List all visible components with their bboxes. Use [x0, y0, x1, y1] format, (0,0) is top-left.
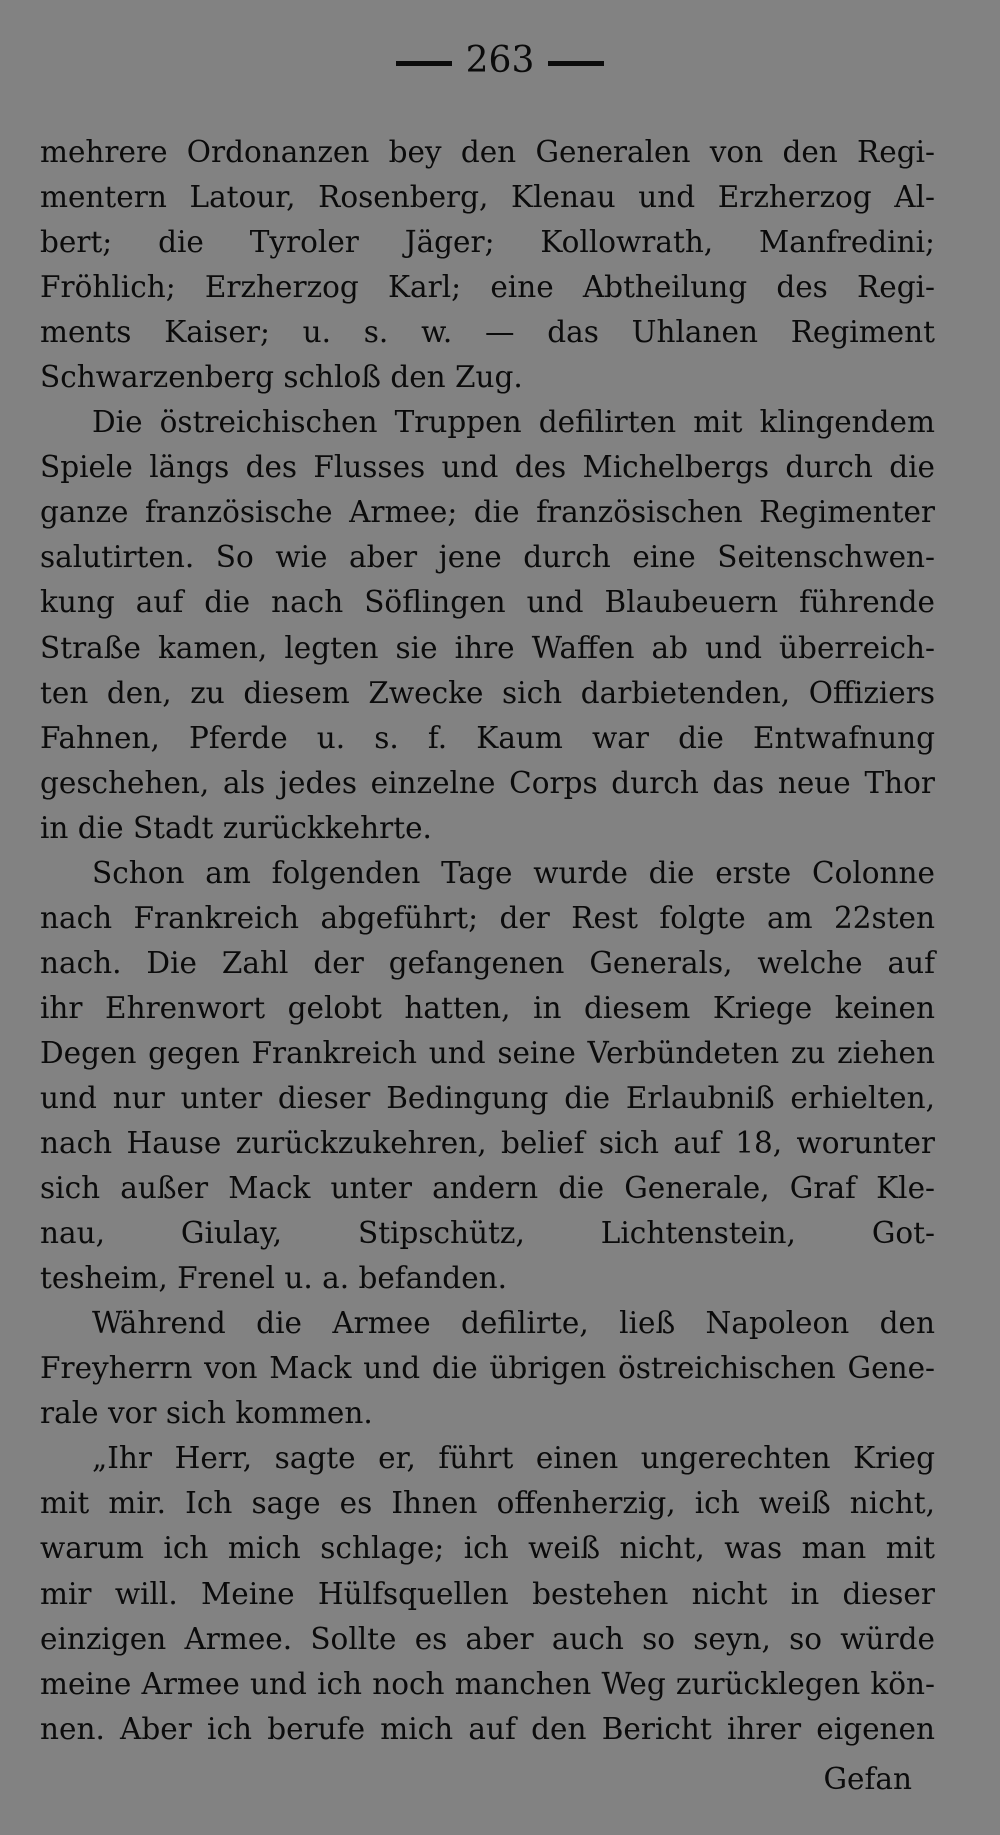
header-dash-left	[396, 61, 452, 66]
text-line: und nur unter dieser Bedingung die Erlaubniß erhielten,	[40, 1080, 935, 1115]
text-line: salutirten. So wie aber jene durch eine Seitenschwen-	[40, 540, 935, 575]
text-line: geschehen, als jedes einzelne Corps durch das neue Thor	[40, 765, 935, 800]
text-line: kung auf die nach Söflingen und Blaubeuern führende	[40, 585, 935, 620]
text-line: Freyherrn von Mack und die übrigen östreichischen Gene-	[40, 1351, 935, 1386]
page-body-text	[40, 130, 935, 1752]
text-line: nach Hause zurückzukehren, belief sich auf 18, worunter	[40, 1126, 935, 1161]
text-line: bert; die Tyroler Jäger; Kollowrath, Manfredini;	[40, 225, 935, 260]
text-line: Spiele längs des Flusses und des Michelbergs durch die	[40, 450, 935, 485]
text-line: ihr Ehrenwort gelobt hatten, in diesem Kriege keinen	[40, 990, 935, 1025]
text-line: Degen gegen Frankreich und seine Verbündeten zu ziehen	[40, 1035, 935, 1070]
text-line: mehrere Ordonanzen bey den Generalen von den Regi-	[40, 135, 935, 169]
text-line: warum ich mich schlage; ich weiß nicht, was man mit	[40, 1531, 935, 1566]
text-line: nau, Giulay, Stipschütz, Lichtenstein, Got-	[40, 1216, 935, 1251]
text-line: nach Frankreich abgeführt; der Rest folgte am 22sten	[40, 900, 935, 935]
text-line: „Ihr Herr, sagte er, führt einen ungerechten Krieg	[92, 1441, 935, 1476]
text-line: nen. Aber ich berufe mich auf den Bericht ihrer eigenen	[40, 1711, 935, 1746]
catchword: Gefan	[823, 1762, 912, 1796]
text-line: nach. Die Zahl der gefangenen Generals, welche auf	[40, 945, 935, 980]
text-line: Schwarzenberg schloß den Zug.	[40, 360, 523, 395]
text-line: ganze französische Armee; die französischen Regimenter	[40, 495, 935, 530]
text-line: in die Stadt zurückkehrte.	[40, 810, 432, 845]
text-line: Schon am folgenden Tage wurde die erste Colonne	[92, 855, 935, 890]
text-line: Während die Armee defilirte, ließ Napoleon den	[92, 1306, 935, 1341]
text-line: Fröhlich; Erzherzog Karl; eine Abtheilung des Regi-	[40, 270, 935, 305]
text-line: rale vor sich kommen.	[40, 1396, 373, 1431]
header-dash-right	[548, 61, 604, 66]
text-line: Die östreichischen Truppen defilirten mit klingendem	[92, 405, 935, 440]
text-line: sich außer Mack unter andern die Generale, Graf Kle-	[40, 1171, 935, 1206]
page-header	[0, 40, 1000, 81]
text-line: mentern Latour, Rosenberg, Klenau und Erzherzog Al-	[40, 180, 935, 215]
page-number: 263	[465, 40, 535, 81]
text-line: mir will. Meine Hülfsquellen bestehen nicht in dieser	[40, 1576, 935, 1611]
text-line: einzigen Armee. Sollte es aber auch so seyn, so würde	[40, 1621, 935, 1656]
text-line: ten den, zu diesem Zwecke sich darbietenden, Offiziers	[40, 675, 935, 710]
text-line: ments Kaiser; u. s. w. — das Uhlanen Regiment	[40, 315, 935, 350]
text-line: mit mir. Ich sage es Ihnen offenherzig, ich weiß nicht,	[40, 1486, 935, 1521]
text-line: tesheim, Frenel u. a. befanden.	[40, 1261, 508, 1296]
text-line: Fahnen, Pferde u. s. f. Kaum war die Entwafnung	[40, 720, 935, 755]
text-line: meine Armee und ich noch manchen Weg zurücklegen kön-	[40, 1666, 935, 1701]
text-line: Straße kamen, legten sie ihre Waffen ab und überreich-	[40, 630, 935, 665]
